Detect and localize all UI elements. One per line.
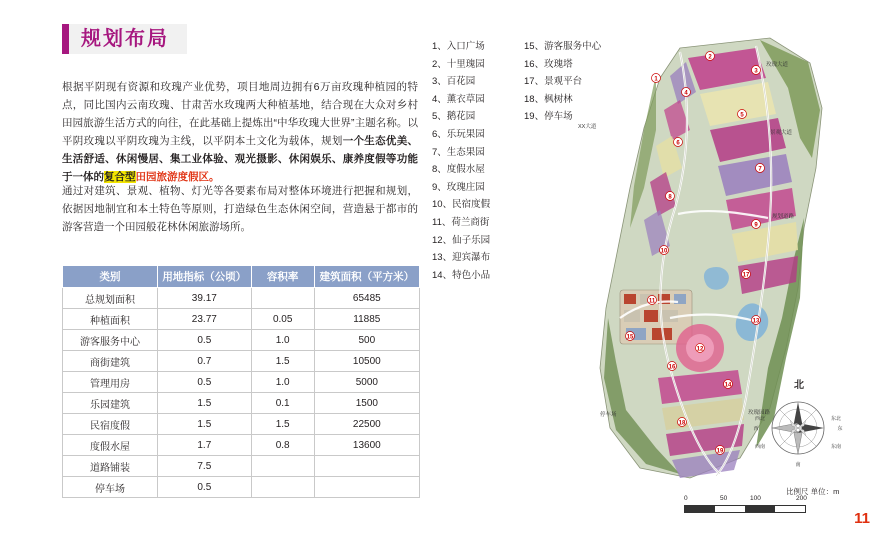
table-cell: 23.77 xyxy=(157,309,251,330)
table-row xyxy=(63,372,420,393)
table-cell: 0.05 xyxy=(251,309,314,330)
svg-text:8: 8 xyxy=(668,194,672,201)
legend-item: 6、乐玩果园 xyxy=(432,128,485,140)
table-cell: 1.0 xyxy=(251,372,314,393)
legend-item: 12、仙子乐园 xyxy=(432,234,491,246)
scale-tick: 200 xyxy=(796,495,807,502)
svg-text:10: 10 xyxy=(660,248,668,255)
legend-item: 18、枫树林 xyxy=(524,93,573,105)
compass-rose xyxy=(752,378,844,470)
table-cell: 总规划面积 xyxy=(63,288,158,309)
table-cell: 种植面积 xyxy=(63,309,158,330)
table-cell: 1.5 xyxy=(251,414,314,435)
legend-item: 17、景观平台 xyxy=(524,76,583,88)
page-title-block xyxy=(62,24,187,54)
svg-text:2: 2 xyxy=(708,54,712,61)
table-cell: 停车场 xyxy=(63,477,158,498)
table-cell xyxy=(314,456,419,477)
svg-text:东南: 东南 xyxy=(830,444,842,450)
table-cell: 0.7 xyxy=(157,351,251,372)
table-row xyxy=(63,435,420,456)
legend-item: 4、薰衣草园 xyxy=(432,93,485,105)
scale-bar-graphic xyxy=(684,505,806,513)
table-cell xyxy=(314,477,419,498)
table-cell: 39.17 xyxy=(157,288,251,309)
scale-tick: 0 xyxy=(684,495,688,502)
svg-text:7: 7 xyxy=(758,166,762,173)
table-cell: 1.5 xyxy=(251,351,314,372)
table-cell xyxy=(251,477,314,498)
legend-item: 19、停车场 xyxy=(524,111,573,123)
scale-label: 比例尺 单位：m xyxy=(786,487,840,496)
table-cell: 13600 xyxy=(314,435,419,456)
table-row xyxy=(63,456,420,477)
page-title: 规划布局 xyxy=(81,28,169,50)
compass-svg xyxy=(752,378,844,470)
map-label-road-4: 规划道路 xyxy=(772,214,795,220)
table-header-cell: 建筑面积（平方米） xyxy=(314,266,419,288)
table-row xyxy=(63,309,420,330)
compass-north-label: 北 xyxy=(794,380,804,391)
table-cell: 65485 xyxy=(314,288,419,309)
legend-item: 16、玫瑰塔 xyxy=(524,58,573,70)
table-cell: 1.5 xyxy=(157,414,251,435)
table-cell: 商街建筑 xyxy=(63,351,158,372)
table-cell: 5000 xyxy=(314,372,419,393)
legend-item: 9、玫瑰庄园 xyxy=(432,181,485,193)
svg-text:东北: 东北 xyxy=(830,416,842,422)
table-cell: 1.0 xyxy=(251,330,314,351)
map-label-parking: 停车场 xyxy=(600,412,617,418)
scale-ticks xyxy=(684,495,814,505)
title-accent-bar xyxy=(62,24,69,54)
table-row xyxy=(63,351,420,372)
legend-item: 5、鹅花园 xyxy=(432,111,476,123)
table-cell: 度假水屋 xyxy=(63,435,158,456)
table-cell: 500 xyxy=(314,330,419,351)
svg-text:18: 18 xyxy=(678,420,686,427)
svg-text:12: 12 xyxy=(696,346,704,353)
paragraph-1-part-d: 田园旅游度假区。 xyxy=(135,171,220,183)
legend-item: 13、迎宾瀑布 xyxy=(432,252,491,264)
legend-item: 8、度假水屋 xyxy=(432,164,485,176)
table-cell: 0.5 xyxy=(157,477,251,498)
scale-tick: 50 xyxy=(720,495,728,502)
svg-text:西北: 西北 xyxy=(754,416,766,422)
table-header-row xyxy=(63,266,420,288)
table-header-cell: 容积率 xyxy=(251,266,314,288)
paragraph-1-part-c: 复合型 xyxy=(104,171,136,183)
legend-column-1 xyxy=(432,38,490,284)
svg-text:1: 1 xyxy=(654,76,658,83)
scale-bar xyxy=(684,495,834,513)
table-cell: 22500 xyxy=(314,414,419,435)
legend-item: 15、游客服务中心 xyxy=(524,41,602,52)
table-cell: 11885 xyxy=(314,309,419,330)
table-row xyxy=(63,414,420,435)
svg-text:17: 17 xyxy=(742,272,750,279)
body-paragraph-2: 通过对建筑、景观、植物、灯光等各要素布局对整体环境进行把握和规划，依据因地制宜和本土特色等原则，打造绿色生态休闲空间，营造悬于都市的游客营造一个田园般花林休闲旅游场所。 xyxy=(62,185,418,233)
table-cell xyxy=(251,456,314,477)
table-cell: 7.5 xyxy=(157,456,251,477)
table-cell: 10500 xyxy=(314,351,419,372)
table-row xyxy=(63,393,420,414)
table-cell: 0.5 xyxy=(157,372,251,393)
table-header-cell: 用地指标（公顷） xyxy=(157,266,251,288)
svg-text:4: 4 xyxy=(684,90,688,97)
table-cell: 0.8 xyxy=(251,435,314,456)
svg-text:东: 东 xyxy=(837,426,843,432)
svg-text:南: 南 xyxy=(795,462,801,468)
table-row xyxy=(63,288,420,309)
svg-text:16: 16 xyxy=(668,364,676,371)
svg-text:15: 15 xyxy=(626,334,634,341)
map-label-road-2: 玫瑰大道 xyxy=(766,62,789,68)
paragraph-1-part-b: 一个生态优美、生活舒适、休闲慢居、集工业体验、观光摄影、休闲娱乐、康养度假等功能于一体的 xyxy=(62,135,418,183)
svg-text:19: 19 xyxy=(716,448,724,455)
svg-text:11: 11 xyxy=(648,298,656,305)
table-cell xyxy=(251,288,314,309)
table-cell: 1.7 xyxy=(157,435,251,456)
table-cell: 1500 xyxy=(314,393,419,414)
legend-item: 7、生态果园 xyxy=(432,146,485,158)
legend-item: 2、十里瑰园 xyxy=(432,58,485,70)
scale-tick: 100 xyxy=(750,495,761,502)
landuse-table xyxy=(62,265,420,498)
table-cell: 乐园建筑 xyxy=(63,393,158,414)
table-cell: 1.5 xyxy=(157,393,251,414)
legend-item: 11、荷兰商街 xyxy=(432,216,490,228)
svg-text:西南: 西南 xyxy=(754,444,766,450)
svg-text:9: 9 xyxy=(754,222,758,229)
table-row xyxy=(63,330,420,351)
table-cell: 道路铺装 xyxy=(63,456,158,477)
map-label-road-5: 玫瑰园路 xyxy=(748,410,771,416)
svg-text:6: 6 xyxy=(676,140,680,147)
svg-text:13: 13 xyxy=(752,318,760,325)
page-number: 11 xyxy=(854,510,870,527)
body-paragraph-1 xyxy=(62,78,418,186)
legend-item: 3、百花园 xyxy=(432,76,476,88)
paragraph-1-part-a: 根据平阴现有资源和玫瑰产业优势，项目地周边拥有6万亩玫瑰种植园的特点，同比国内云南玫瑰、甘肃苦水玫瑰两大种植基地，结合现在大众对乡村田园旅游生活方式的向往，在此基础上提炼出“中华玫瑰大世界”主题名称。以平阴玫瑰以平阴玫瑰为主线，以平阴本土文化为载体，规划 xyxy=(62,81,418,147)
table-cell: 民宿度假 xyxy=(63,414,158,435)
svg-text:西: 西 xyxy=(753,426,759,432)
table-cell: 0.1 xyxy=(251,393,314,414)
svg-text:3: 3 xyxy=(754,68,758,75)
legend-item: 10、民宿度假 xyxy=(432,199,491,211)
map-label-road-3: 景观大道 xyxy=(770,130,793,136)
table-row xyxy=(63,477,420,498)
map-label-road-1: XX大道 xyxy=(578,124,597,130)
table-header-cell: 类别 xyxy=(63,266,158,288)
legend-item: 1、入口广场 xyxy=(432,41,485,52)
table-cell: 0.5 xyxy=(157,330,251,351)
table-cell: 游客服务中心 xyxy=(63,330,158,351)
svg-text:14: 14 xyxy=(724,382,732,389)
svg-text:5: 5 xyxy=(740,112,744,119)
legend-item: 14、特色小品 xyxy=(432,269,491,281)
table-cell: 管理用房 xyxy=(63,372,158,393)
